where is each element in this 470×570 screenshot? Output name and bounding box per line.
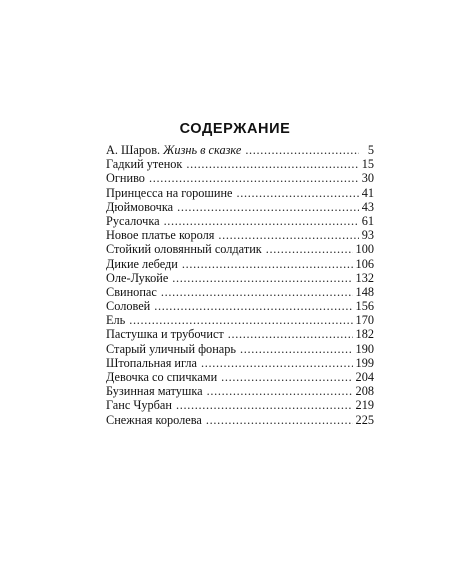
toc-entry-label <box>106 143 241 157</box>
toc-entry-title: Дюймовочка <box>106 199 174 214</box>
toc-entry <box>106 171 374 185</box>
toc-dot-leader <box>129 313 352 327</box>
toc-entry-title: Огниво <box>106 171 145 186</box>
toc-dot-leader <box>240 342 353 356</box>
toc-entry <box>106 228 374 242</box>
toc-entry <box>106 157 374 171</box>
toc-dot-leader <box>201 356 353 370</box>
toc-entry <box>106 342 374 356</box>
toc-entry-title: Дикие лебеди <box>106 256 178 271</box>
toc-entry-page: 93 <box>361 228 374 243</box>
toc-dot-leader <box>206 413 353 427</box>
toc-entry-page: 182 <box>355 327 374 342</box>
toc-entry-page: 15 <box>361 157 374 172</box>
toc-entry-page: 30 <box>361 171 374 186</box>
toc-entry-title: Снежная королева <box>106 412 202 427</box>
toc-entry-title: Бузинная матушка <box>106 384 203 399</box>
toc-entry <box>106 271 374 285</box>
toc-entry-title: Девочка со спичками <box>106 370 218 384</box>
toc-entry <box>106 242 374 256</box>
toc-entry-page: 156 <box>355 299 374 314</box>
toc-dot-leader <box>182 257 353 271</box>
toc-entry <box>106 186 374 200</box>
toc-entry <box>106 143 374 157</box>
toc-entry-page: 190 <box>355 341 374 356</box>
toc-entry-title: Оле-Лукойе <box>106 270 169 285</box>
toc-entry-page: 208 <box>355 384 374 399</box>
toc-entry-page: 61 <box>361 213 374 228</box>
toc-entry <box>106 327 374 341</box>
toc-dot-leader <box>228 327 353 341</box>
toc-entry <box>106 214 374 228</box>
toc-entry-title: Новое платье короля <box>106 228 215 243</box>
toc-dot-leader <box>172 271 352 285</box>
toc-entry-title: Стойкий оловянный солдатик <box>106 242 262 257</box>
toc-dot-leader <box>177 200 359 214</box>
toc-entry-page: 132 <box>355 270 374 285</box>
toc-dot-leader <box>186 157 358 171</box>
toc-entry-page: 199 <box>355 355 374 370</box>
toc-entry <box>106 413 374 427</box>
toc-entry <box>106 384 374 398</box>
toc-entry-page: 5 <box>367 143 374 157</box>
toc-entry-title: Ганс Чурбан <box>106 398 172 413</box>
toc-dot-leader <box>221 370 352 384</box>
toc-entry-page: 170 <box>355 313 374 328</box>
toc-dot-leader <box>161 285 353 299</box>
toc-entry-page: 148 <box>355 284 374 299</box>
toc-entry-title: Русалочка <box>106 213 160 228</box>
toc-dot-leader <box>266 242 353 256</box>
toc-entry <box>106 398 374 412</box>
toc-entry-title: Старый уличный фонарь <box>106 341 237 356</box>
toc-entry-page: 204 <box>355 370 374 384</box>
toc-entry-title: Жизнь в сказке <box>163 143 242 157</box>
toc-dot-leader <box>176 398 353 412</box>
toc-entry-page: 225 <box>355 412 374 427</box>
toc-entry <box>106 370 374 384</box>
toc-dot-leader <box>149 171 359 185</box>
toc-entry <box>106 299 374 313</box>
toc-entry-title: Штопальная игла <box>106 355 198 370</box>
toc-entry <box>106 200 374 214</box>
toc-entry <box>106 313 374 327</box>
toc-dot-leader <box>164 214 359 228</box>
toc-dot-leader <box>154 299 352 313</box>
toc-entry <box>106 285 374 299</box>
toc-entry-title: Ель <box>106 313 126 328</box>
toc-entry-title: Принцесса на горошине <box>106 185 233 200</box>
toc-entry-title: Пастушка и трубочист <box>106 327 224 342</box>
toc-entry-author: А. Шаров. <box>106 143 164 157</box>
toc-entry-title: Свинопас <box>106 284 157 299</box>
toc-dot-leader <box>245 143 359 157</box>
toc-dot-leader <box>237 186 359 200</box>
toc-dot-leader <box>207 384 353 398</box>
toc-entry <box>106 257 374 271</box>
toc-entry-page: 43 <box>361 199 374 214</box>
toc-entry <box>106 356 374 370</box>
toc-entry-page: 100 <box>355 242 374 257</box>
page-title: СОДЕРЖАНИЕ <box>179 121 291 137</box>
toc-entry-title: Соловей <box>106 299 151 314</box>
toc-entry-page: 219 <box>355 398 374 413</box>
toc-dot-leader <box>218 228 358 242</box>
toc-entry-title: Гадкий утенок <box>106 157 183 172</box>
table-of-contents <box>106 143 374 427</box>
toc-entry-page: 106 <box>355 256 374 271</box>
toc-entry-page: 41 <box>361 185 374 200</box>
